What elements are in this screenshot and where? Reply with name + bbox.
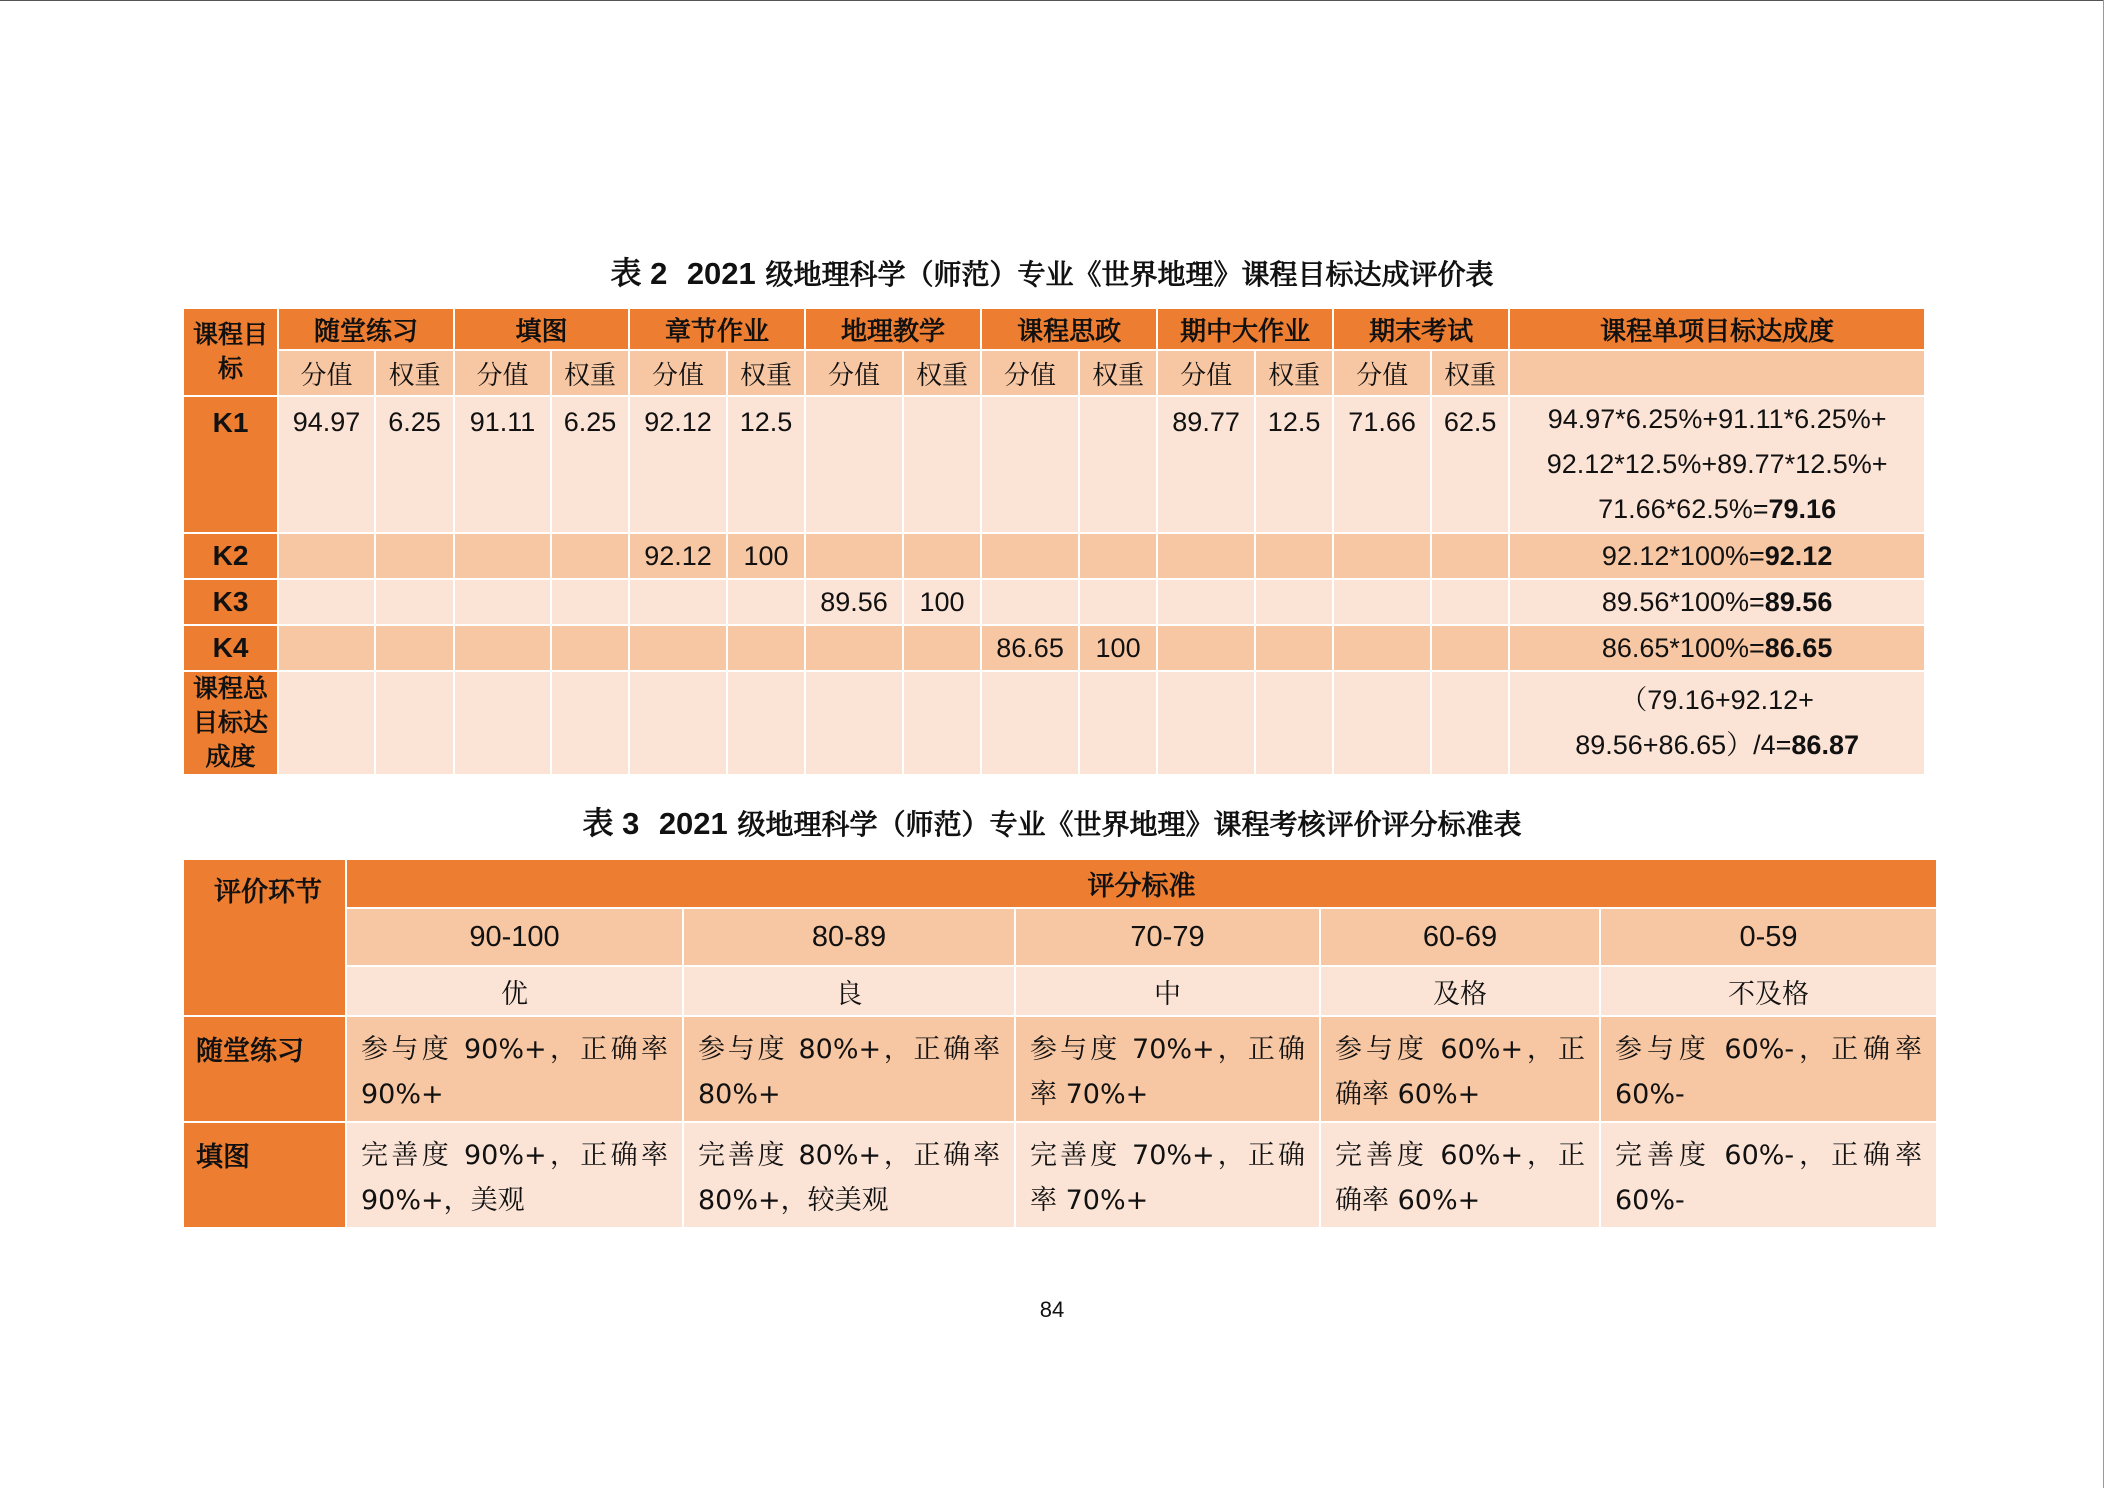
goal-key: K1: [183, 396, 278, 533]
formula-cell: [1509, 396, 1925, 533]
cell: [1333, 625, 1431, 671]
score-label: 分值: [629, 350, 727, 396]
range-header: 70-79: [1015, 908, 1320, 966]
table-row-k3: [183, 579, 1925, 625]
table3-caption-text: 级地理科学（师范）专业《世界地理》课程考核评价评分标准表: [737, 808, 1522, 841]
range-header: 80-89: [683, 908, 1015, 966]
cell: [981, 533, 1079, 579]
cell: 100: [727, 533, 805, 579]
formula-line: [1510, 723, 1924, 768]
cell: [454, 533, 551, 579]
score-label: 分值: [805, 350, 903, 396]
cell: [1255, 533, 1333, 579]
goal-key: K4: [183, 625, 278, 671]
cell: 62.5: [1431, 396, 1509, 533]
cell: [551, 625, 629, 671]
grade-header: 良: [683, 966, 1015, 1016]
col-header-map: 填图: [454, 308, 629, 350]
cell: [1157, 579, 1255, 625]
cell: [903, 396, 981, 533]
goal-key: K3: [183, 579, 278, 625]
criteria-cell: 参与度 70%+，正确率 70%+: [1015, 1016, 1320, 1122]
cell: 6.25: [375, 396, 454, 533]
grade-header: 不及格: [1600, 966, 1937, 1016]
total-formula-cell: [1509, 671, 1925, 775]
cell: [1255, 579, 1333, 625]
stage-column-header: 评价环节: [183, 859, 346, 1016]
cell: [278, 625, 375, 671]
cell: [1431, 533, 1509, 579]
col-header-practice: 随堂练习: [278, 308, 454, 350]
grade-header: 优: [346, 966, 683, 1016]
cell: [903, 533, 981, 579]
cell: 89.77: [1157, 396, 1255, 533]
criteria-cell: 完善度 70%+，正确率 70%+: [1015, 1122, 1320, 1228]
cell: [375, 579, 454, 625]
criteria-cell: 参与度 80%+，正确率 80%+: [683, 1016, 1015, 1122]
cell: 89.56: [805, 579, 903, 625]
table3-caption: [0, 798, 2104, 843]
stage-label: 随堂练习: [183, 1016, 346, 1122]
table-row-practice: [183, 1016, 1937, 1122]
grading-standard-table: [182, 858, 1938, 1229]
cell: [629, 625, 727, 671]
criteria-cell: 参与度 90%+，正确率 90%+: [346, 1016, 683, 1122]
formula-result: 89.56: [1764, 586, 1833, 617]
table-row-k2: [183, 533, 1925, 579]
table-row-total: [183, 671, 1925, 775]
cell: [1157, 625, 1255, 671]
criteria-cell: 完善度 80%+，正确率 80%+，较美观: [683, 1122, 1015, 1228]
formula-text: 89.56+86.65）/4=: [1575, 730, 1792, 760]
cell: [981, 396, 1079, 533]
cell: [1079, 396, 1157, 533]
weight-label: 权重: [1255, 350, 1333, 396]
cell: [1079, 533, 1157, 579]
cell: 91.11: [454, 396, 551, 533]
cell: [1333, 533, 1431, 579]
formula-cell: [1509, 533, 1925, 579]
cell: 94.97: [278, 396, 375, 533]
table3-caption-prefix: 表 3: [582, 806, 640, 841]
page-top-border: [0, 0, 2104, 1]
formula-text: 89.56*100%=: [1601, 586, 1765, 617]
total-goal-label: 课程总目标达成度: [183, 671, 278, 775]
score-label: 分值: [981, 350, 1079, 396]
cell: 92.12: [629, 533, 727, 579]
goal-column-header: 课程目标: [183, 308, 278, 396]
standard-column-header: 评分标准: [346, 859, 1937, 908]
cell: 92.12: [629, 396, 727, 533]
cell: [551, 533, 629, 579]
col-header-chapter-homework: 章节作业: [629, 308, 805, 350]
cell: [981, 579, 1079, 625]
cell: [278, 579, 375, 625]
cell: [805, 396, 903, 533]
weight-label: 权重: [1431, 350, 1509, 396]
formula-result: 92.12: [1764, 540, 1833, 571]
score-label: 分值: [454, 350, 551, 396]
formula-text: 71.66*62.5%=: [1598, 494, 1769, 524]
table2-caption: [0, 248, 2104, 293]
cell: [375, 625, 454, 671]
weight-label: 权重: [551, 350, 629, 396]
cell: 12.5: [1255, 396, 1333, 533]
score-label: 分值: [1157, 350, 1255, 396]
formula-result: 86.87: [1791, 730, 1859, 760]
range-header: 0-59: [1600, 908, 1937, 966]
formula-line: [1510, 487, 1924, 532]
cell: 71.66: [1333, 396, 1431, 533]
cell: [1431, 579, 1509, 625]
goal-achievement-table: [182, 307, 1926, 776]
criteria-cell: 参与度 60%+，正确率 60%+: [1320, 1016, 1600, 1122]
page-number: 84: [1039, 1297, 1065, 1322]
criteria-cell: 完善度 90%+，正确率 90%+，美观: [346, 1122, 683, 1228]
table2-caption-prefix: 表 2: [610, 256, 668, 291]
cell: [1333, 579, 1431, 625]
cell: [375, 533, 454, 579]
table-row-k4: [183, 625, 1925, 671]
col-header-ideology: 课程思政: [981, 308, 1157, 350]
col-header-midterm: 期中大作业: [1157, 308, 1333, 350]
result-subheader-empty: [1509, 350, 1925, 396]
cell: 12.5: [727, 396, 805, 533]
criteria-cell: 参与度 60%-，正确率 60%-: [1600, 1016, 1937, 1122]
score-label: 分值: [1333, 350, 1431, 396]
weight-label: 权重: [375, 350, 454, 396]
cell: [454, 579, 551, 625]
cell: [727, 625, 805, 671]
col-header-result: 课程单项目标达成度: [1509, 308, 1925, 350]
weight-label: 权重: [903, 350, 981, 396]
formula-text: 92.12*100%=: [1601, 540, 1765, 571]
formula-line: 94.97*6.25%+91.11*6.25%+: [1547, 404, 1887, 434]
table2-caption-text: 级地理科学（师范）专业《世界地理》课程目标达成评价表: [765, 258, 1494, 291]
cell: [551, 579, 629, 625]
grade-header: 及格: [1320, 966, 1600, 1016]
cell: [727, 579, 805, 625]
table3-caption-year: 2021: [658, 806, 728, 841]
formula-text: 86.65*100%=: [1601, 632, 1765, 663]
formula-result: 86.65: [1764, 632, 1833, 663]
cell: [805, 625, 903, 671]
cell: [1157, 533, 1255, 579]
range-header: 60-69: [1320, 908, 1600, 966]
cell: 86.65: [981, 625, 1079, 671]
cell: [278, 533, 375, 579]
table-row-k1: [183, 396, 1925, 533]
formula-line: 92.12*12.5%+89.77*12.5%+: [1546, 449, 1888, 479]
cell: [1255, 625, 1333, 671]
cell: 100: [903, 579, 981, 625]
cell: 6.25: [551, 396, 629, 533]
table-row-map: [183, 1122, 1937, 1228]
stage-label: 填图: [183, 1122, 346, 1228]
cell: 100: [1079, 625, 1157, 671]
cell: [1431, 625, 1509, 671]
cell: [903, 625, 981, 671]
cell: [1079, 579, 1157, 625]
goal-key: K2: [183, 533, 278, 579]
cell: [805, 533, 903, 579]
formula-cell: [1509, 579, 1925, 625]
criteria-cell: 完善度 60%+，正确率 60%+: [1320, 1122, 1600, 1228]
cell: [629, 579, 727, 625]
weight-label: 权重: [727, 350, 805, 396]
score-label: 分值: [278, 350, 375, 396]
range-header: 90-100: [346, 908, 683, 966]
formula-result: 79.16: [1768, 494, 1837, 524]
table2-caption-year: 2021: [686, 256, 756, 291]
grade-header: 中: [1015, 966, 1320, 1016]
weight-label: 权重: [1079, 350, 1157, 396]
col-header-final: 期末考试: [1333, 308, 1509, 350]
formula-cell: [1509, 625, 1925, 671]
formula-line: （79.16+92.12+: [1620, 685, 1814, 715]
col-header-geo-teaching: 地理教学: [805, 308, 981, 350]
criteria-cell: 完善度 60%-，正确率 60%-: [1600, 1122, 1937, 1228]
cell: [454, 625, 551, 671]
